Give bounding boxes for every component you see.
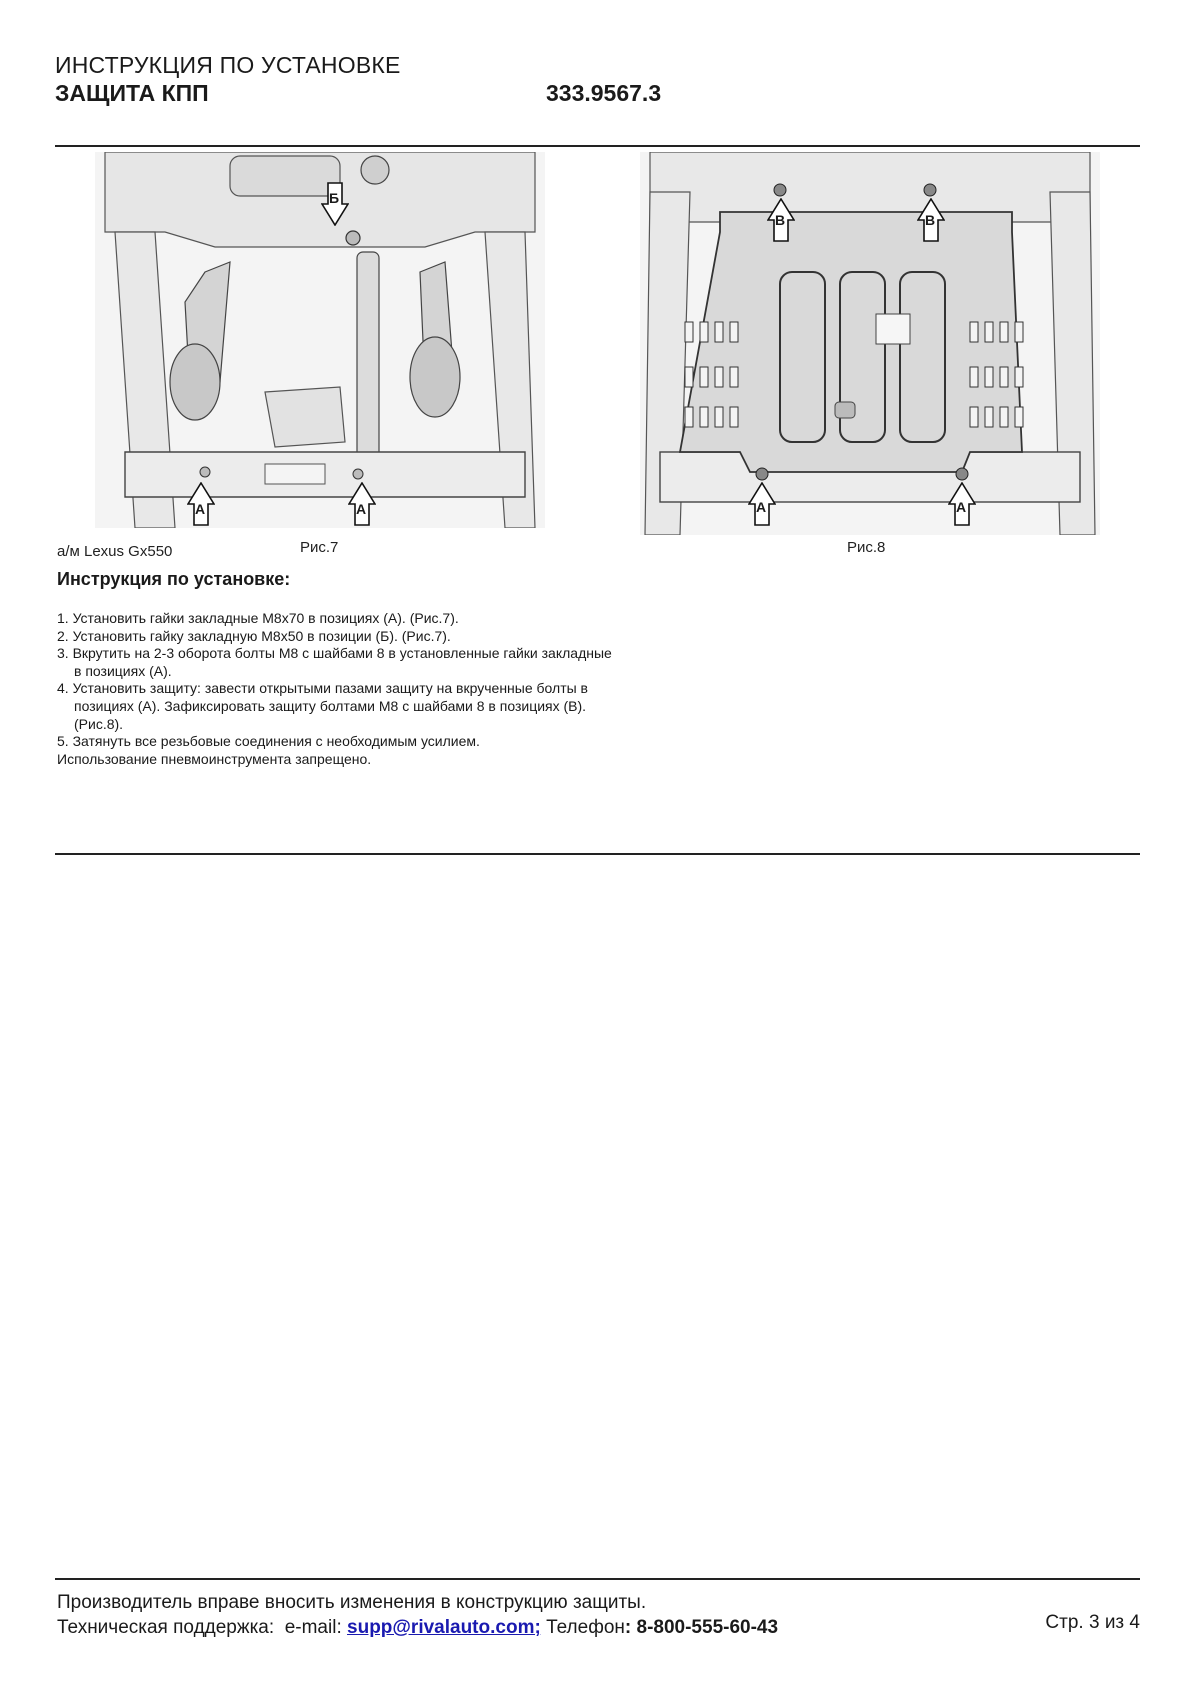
support-email-link[interactable]: supp@rivalauto.com [347,1617,535,1638]
footer-disclaimer: Производитель вправе вносить изменения в конструкцию защиты. [57,1592,647,1613]
marker-b-label: Б [329,190,340,206]
figure-8-drawing [640,152,1100,535]
footer-divider [55,1578,1140,1580]
document-title: ИНСТРУКЦИЯ ПО УСТАНОВКЕ [55,52,401,78]
instruction-step: 1. Установить гайки закладные М8х70 в позициях (А). (Рис.7). [57,610,459,626]
figure-8-image [640,152,1100,535]
header-divider [55,145,1140,147]
phone-number: : 8-800-555-60-43 [624,1617,779,1638]
instruction-step: 5. Затянуть все резьбовые соединения с необходимым усилием. [57,733,480,750]
marker-a-label: А [956,499,967,515]
product-name: ЗАЩИТА КПП [55,80,209,106]
figure-7-caption: Рис.7 [300,539,339,556]
figure-7-image [95,152,545,528]
product-code: 333.9567.3 [546,80,662,106]
content-divider [55,853,1140,855]
instruction-step: 3. Вкрутить на 2-3 оборота болты М8 с шайбами 8 в установленные гайки закладные в позициях (А). [57,645,612,679]
footer-support [57,1617,778,1639]
instruction-step: 4. Установить защиту: завести открытыми пазами защиту на вкрученные болты в позициях (А). Зафиксировать защиту болтами М8 с шайбами 8 в позициях (В). (Рис.8). [57,680,588,732]
marker-v-label: В [925,212,936,228]
marker-a-label: А [756,499,767,515]
email-separator: ; [534,1617,541,1638]
marker-v-label: В [775,212,786,228]
figure-7-drawing [95,152,545,528]
phone-label: Телефон [540,1617,625,1638]
instructions-title: Инструкция по установке: [57,569,291,589]
instructions-list [57,610,617,768]
figure-8-caption: Рис.8 [847,539,886,556]
marker-a-label: А [356,501,367,517]
page-number: Стр. 3 из 4 [1045,1612,1140,1633]
vehicle-label: а/м Lexus Gx550 [57,543,173,560]
support-prefix: Техническая поддержка: e-mail: [57,1617,348,1638]
instruction-note: Использование пневмоинструмента запрещено. [57,750,372,767]
marker-a-label: А [195,501,206,517]
instruction-step: 2. Установить гайку закладную М8х50 в позиции (Б). (Рис.7). [57,627,451,644]
